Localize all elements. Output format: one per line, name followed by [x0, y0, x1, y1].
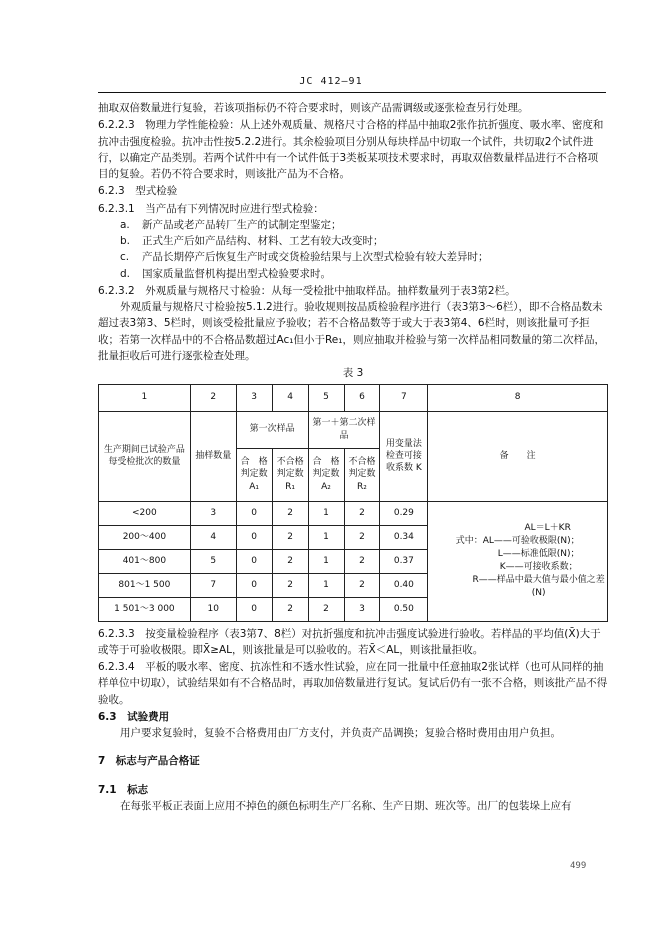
- cell-re2: 2: [344, 573, 380, 597]
- cell-re1: 2: [272, 597, 308, 621]
- table-header-row: [99, 411, 608, 448]
- table-caption: 表 3: [342, 367, 364, 380]
- header-re1: 不合格判定数 R₁: [272, 448, 308, 501]
- cell-ac1: 0: [236, 525, 272, 549]
- cell-re1: 2: [272, 501, 308, 525]
- header-remarks: 备 注: [428, 411, 608, 501]
- note-formula: AL＝L＋KR: [524, 522, 571, 533]
- cell-k: 0.50: [380, 597, 428, 621]
- page-header: JC 412—91: [299, 76, 363, 87]
- list-item-text: 新产品或老产品转厂生产的试制定型鉴定；: [142, 218, 342, 231]
- list-item: [98, 217, 608, 233]
- list-item-text: 产品长期停产后恢复生产时或交货检验结果与上次型式检验有较大差异时；: [142, 251, 489, 264]
- intro-paragraph: 抽取双倍数量进行复验，若该项指标仍不符合要求时，则该产品需调级或逐张检查另行处理。: [98, 102, 529, 114]
- header-second-sample: 第一＋第二次样品: [308, 411, 380, 448]
- cell-batch: <200: [99, 501, 191, 525]
- cell-re2: 2: [344, 525, 380, 549]
- section-7-1-heading: 7.1 标志: [98, 783, 149, 796]
- cell-sample: 10: [190, 597, 236, 621]
- column-number: 1: [99, 384, 191, 411]
- section-6-2-3-1: 6.2.3.1 当产品有下列情况时应进行型式检验：: [98, 202, 324, 215]
- list-item: [98, 249, 608, 265]
- cell-k: 0.29: [380, 501, 428, 525]
- cell-ac2: 2: [308, 597, 344, 621]
- header-ac1: 合 格判定数 A₁: [236, 448, 272, 501]
- cell-batch: 801～1 500: [99, 573, 191, 597]
- cell-batch: 401～800: [99, 549, 191, 573]
- remarks-note: [428, 501, 608, 621]
- list-item-text: 正式生产后如产品结构、材料、工艺有较大改变时；: [142, 235, 384, 248]
- header-k-coefficient: 用变量法检查可接收系数 K: [380, 411, 428, 501]
- column-number: 5: [308, 384, 344, 411]
- cell-sample: 5: [190, 549, 236, 573]
- note-line: R——样品中最大值与最小值之差(N): [472, 575, 605, 599]
- list-item: [98, 233, 608, 249]
- cell-batch: 200～400: [99, 525, 191, 549]
- cell-ac2: 1: [308, 525, 344, 549]
- note-line: L——标准低限(N)；: [497, 548, 580, 559]
- cell-ac1: 0: [236, 549, 272, 573]
- cell-batch: 1 501～3 000: [99, 597, 191, 621]
- header-re2: 不合格判定数 R₂: [344, 448, 380, 501]
- column-number: 8: [428, 384, 608, 411]
- section-7-heading: 7 标志与产品合格证: [98, 755, 200, 768]
- section-7-1-text: 在每张平板正表面上应用不掉色的颜色标明生产厂名称、生产日期、班次等。出厂的包装垛上应有: [120, 799, 572, 812]
- cell-ac1: 0: [236, 597, 272, 621]
- column-number: 3: [236, 384, 272, 411]
- cell-k: 0.37: [380, 549, 428, 573]
- cell-sample: 3: [190, 501, 236, 525]
- cell-ac2: 1: [308, 501, 344, 525]
- table-row: [99, 501, 608, 525]
- cell-re1: 2: [272, 525, 308, 549]
- section-6-2-3-4: 6.2.3.4 平板的吸水率、密度、抗冻性和不透水性试验，应在同一批量中任意抽取2张试样（也可从同样的抽样单位中切取），试验结果如有不合格品时，再取加倍数量进行复试。复试后仍有一张不合格，则该批产品不得验收。: [98, 661, 608, 706]
- list-item-label: c.: [120, 251, 130, 264]
- header-sample-size: 抽样数量: [190, 411, 236, 501]
- header-rule: [98, 92, 606, 93]
- list-item-label: d.: [120, 267, 131, 280]
- column-number: 7: [380, 384, 428, 411]
- cell-re2: 3: [344, 597, 380, 621]
- section-6-2-3-3: 6.2.3.3 按变量检验程序（表3第7、8栏）对抗折强度和抗冲击强度试验进行验收。若样品的平均值(X̄)大于或等于可验收极限。即X̄≥AL，则该批量是可以验收的。若X̄＜AL，则该批量拒收。: [98, 627, 601, 656]
- section-6-3-heading: 6.3 试验费用: [98, 710, 170, 723]
- list-item: [98, 266, 608, 282]
- section-6-2-2-3: 6.2.2.3 物理力学性能检验：从上述外观质量、规格尺寸合格的样品中抽取2张作抗折强度、吸水率、密度和抗冲击强度检验。抗冲击性按5.2.2进行。其余检验项目分别从每块样品中切取一个试件，共切取2个试件进行，以确定产品类别。若两个试件中有一个试件低于3类板某项技术要求时，再取双倍数量样品进行不合格项目的复验。若仍不符合要求时，则该批产品为不合格。: [98, 119, 604, 181]
- note-line: 式中：AL——可验收极限(N)；: [455, 535, 580, 546]
- cell-re1: 2: [272, 573, 308, 597]
- cell-re2: 2: [344, 501, 380, 525]
- cell-k: 0.40: [380, 573, 428, 597]
- section-6-2-3-2: 6.2.3.2 外观质量与规格尺寸检验：从每一受检批中抽取样品。抽样数量列于表3第2栏。: [98, 284, 516, 297]
- cell-k: 0.34: [380, 525, 428, 549]
- cell-sample: 4: [190, 525, 236, 549]
- header-ac2: 合 格判定数 A₂: [308, 448, 344, 501]
- column-number: 2: [190, 384, 236, 411]
- section-6-2-3-2-paragraph: 外观质量与规格尺寸检验按5.1.2进行。验收规则按品质检验程序进行（表3第3～6栏），即不合格品数未超过表3第3、5栏时，则该受检批量应予验收；若不合格品数等于或大于表3第4、6栏时，则该批量可予拒收；若第一次样品中的不合格品数超过Ac₁但小于Re₁，则应抽取并检验与第一次样品相同数量的第二次样品，批量拒收后可进行逐张检查处理。: [98, 301, 605, 362]
- cell-sample: 7: [190, 573, 236, 597]
- cell-re1: 2: [272, 549, 308, 573]
- header-batch-size: 生产期间已试验产品每受检批次的数量: [99, 411, 191, 501]
- cell-ac1: 0: [236, 501, 272, 525]
- list-item-label: a.: [120, 218, 130, 231]
- section-6-2-3-heading: 6.2.3 型式检验: [98, 185, 178, 198]
- note-line: K——可接收系数；: [499, 562, 578, 573]
- cell-ac2: 1: [308, 573, 344, 597]
- table-3: [98, 384, 608, 622]
- cell-re2: 2: [344, 549, 380, 573]
- header-first-sample: 第一次样品: [236, 411, 308, 448]
- cell-ac1: 0: [236, 573, 272, 597]
- column-number: 4: [272, 384, 308, 411]
- table-column-number-row: [99, 384, 608, 411]
- body-content: [98, 100, 608, 814]
- cell-ac2: 1: [308, 549, 344, 573]
- page-number: 499: [570, 861, 587, 871]
- list-item-label: b.: [120, 235, 131, 248]
- list-item-text: 国家质量监督机构提出型式检验要求时。: [142, 267, 331, 280]
- section-6-3-text: 用户要求复验时，复验不合格费用由厂方支付，并负责产品调换；复验合格时费用由用户负担。: [120, 727, 561, 740]
- column-number: 6: [344, 384, 380, 411]
